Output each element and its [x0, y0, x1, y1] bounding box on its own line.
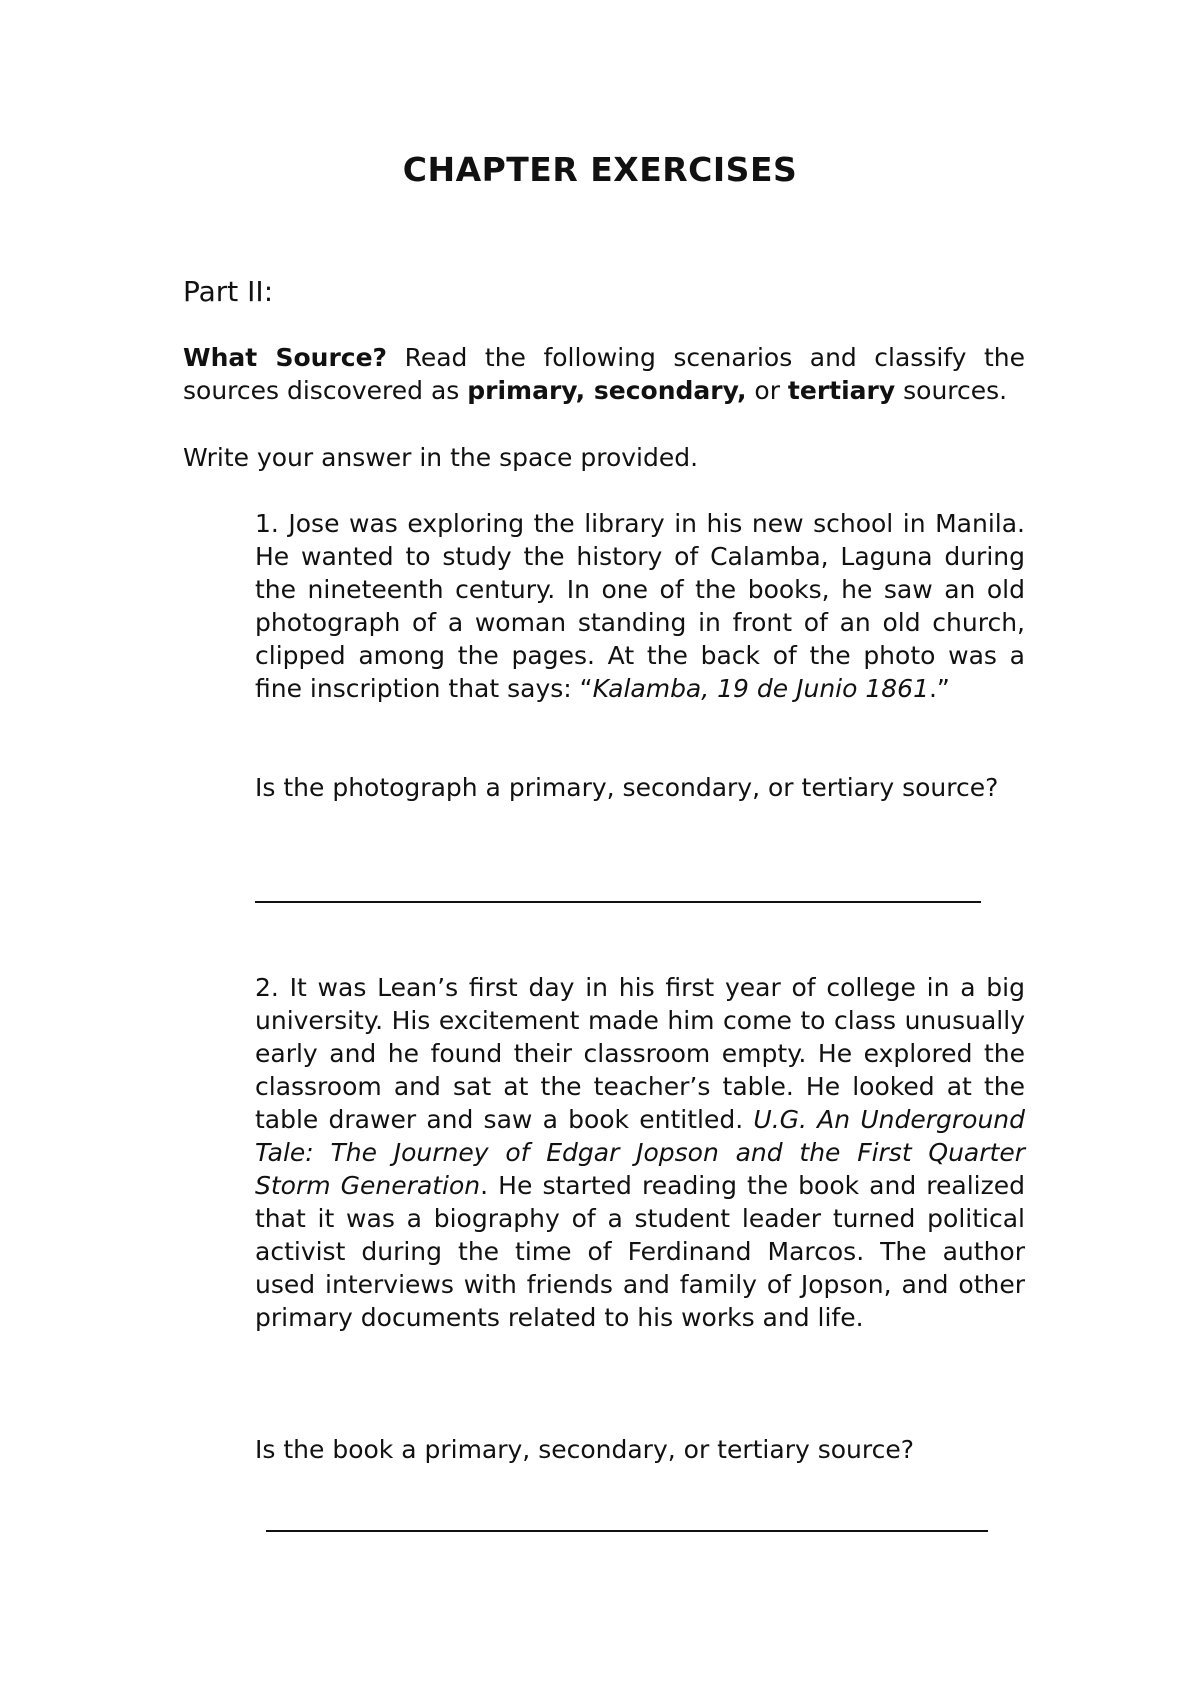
question-2: Is the book a primary, secondary, or tertiary source? — [255, 1435, 915, 1464]
instructions-bold-tertiary: tertiary — [787, 376, 896, 405]
part-label: Part II: — [183, 275, 274, 308]
scenario-2 — [255, 971, 1025, 1334]
page-title: CHAPTER EXERCISES — [402, 150, 798, 189]
instructions-lead: What Source? — [183, 343, 388, 372]
instructions-paragraph — [183, 341, 1025, 407]
write-answer-instruction: Write your answer in the space provided. — [183, 443, 699, 472]
instructions-text-1: Read the following scenarios and classify the sources discovered as — [183, 343, 1026, 405]
scenario-2-book-title: U.G. An Underground Tale: The Journey of Edgar Jopson and the First Quarter Storm Generation — [255, 1105, 1025, 1200]
scenario-1-text: 1. Jose was exploring the library in his new school in Manila. He wanted to study the history of Calamba, Laguna during the nineteenth century. In one of the books, he saw an old photograph of a woman standing in front of an old church, clipped among the pages. At the back of the photo was a fine inscription that says: — [255, 509, 1025, 703]
scenario-1 — [255, 507, 1025, 705]
question-1: Is the photograph a primary, secondary, or tertiary source? — [255, 773, 999, 802]
instructions-text-2: or — [746, 376, 788, 405]
scenario-1-inscription: Kalamba, 19 de Junio 1861 — [592, 674, 929, 703]
instructions-text-3: sources. — [895, 376, 1008, 405]
scenario-2-text-1: 2. It was Lean’s first day in his first year of college in a big university. His excitement made him come to class unusually early and he found their classroom empty. He explored the classroom and sat at the teacher’s table. He looked at the table drawer and saw a book entitled. — [255, 973, 1025, 1134]
instructions-bold-terms: primary, secondary, — [467, 376, 747, 405]
scenario-2-text-2: . He started reading the book and realized that it was a biography of a student leader turned political activist during the time of Ferdinand Marcos. The author used interviews with friends and family of Jopson, and other primary documents related to his works and life. — [255, 1171, 1025, 1332]
scenario-1-open-quote: “ — [579, 674, 593, 703]
scenario-1-close-quote: .” — [928, 674, 950, 703]
answer-line-1[interactable] — [255, 901, 981, 903]
answer-line-2[interactable] — [266, 1530, 988, 1532]
